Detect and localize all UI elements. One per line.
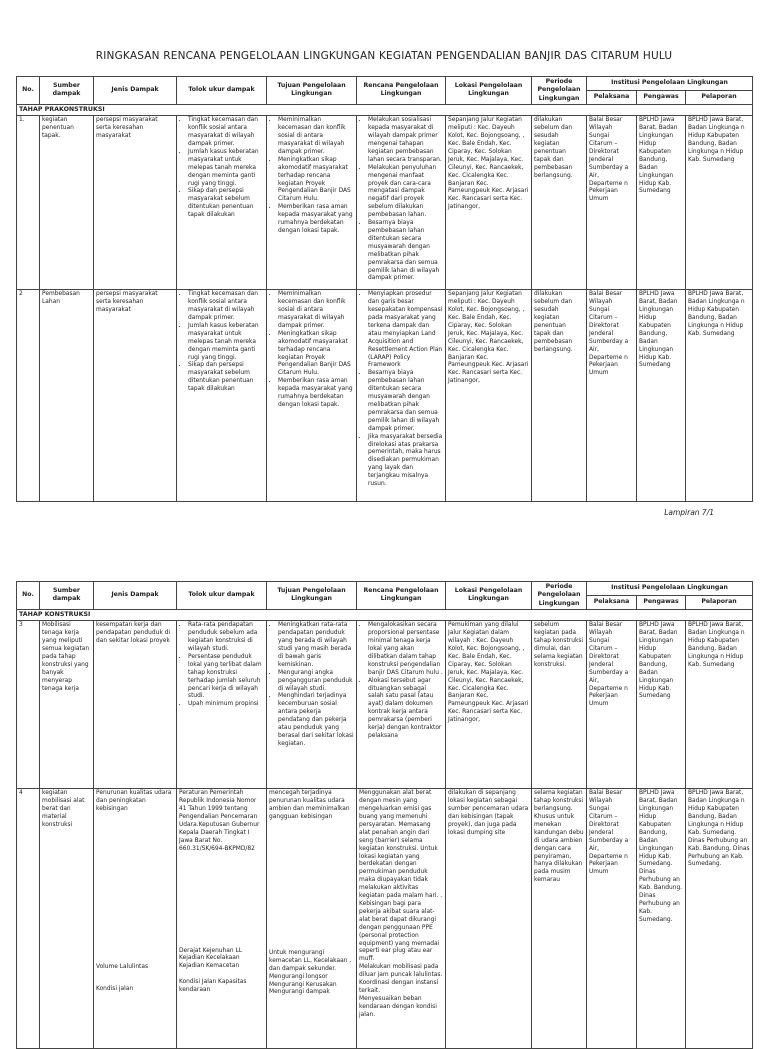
cell-pengawas: BPLHD Jawa Barat, Badan Lingkungan Hidup Kabupaten Bandung, Badan Lingkungan Hidup Kab. Sumedang [637, 116, 686, 290]
page-title: RINGKASAN RENCANA PENGELOLAAN LINGKUNGAN KEGIATAN PENGENDALIAN BANJIR DAS CITARUM HULU [95, 50, 673, 62]
bullet-item: • Besarnya biaya pembebasan lahan ditentukan secara musyawarah dengan melibatkan pihak pemrakarsa dan semua pemilik lahan di wilayah dampak primer. [368, 370, 443, 433]
cell-periode: dilakukan sebelum dan sesudah kegiatan penentuan tapak dan pembebasan berlangsung. [532, 116, 587, 290]
bullet-item: • Menyiapkan prosedur dan garis besar kesepakatan kompensasi pada masyarakat yang terkena dampak dan atau menyiapkan Land Acquisition and Resettlement Action Plan (LARAP) Policy Framework [368, 291, 443, 370]
cell-tolok [177, 290, 267, 502]
bullet-item: • Rata-rata pendapatan penduduk sebelum ada kegiatan konstruksi di wilayah studi. [188, 622, 264, 654]
header-pelaksana: Pelaksana [587, 595, 637, 609]
table-row [17, 621, 753, 789]
header-rencana: Rencana Pengelolaan Lingkungan [357, 582, 446, 610]
bullet-item: • Meningkatkan rata-rata pendapatan penduduk yang berada di wilayah studi yang masih berada di bawah garis kemiskinan. [278, 622, 354, 669]
header-lokasi: Lokasi Pengelolaan Lingkungan [446, 582, 532, 610]
tolok-lalulintas: Derajat Kejenuhan LL Kejadian Kecelakaan Kejadian Kemacetan [179, 947, 243, 970]
header-jenis-dampak: Jenis Dampak [94, 77, 177, 105]
bullet-item: • Memberikan rasa aman kepada masyarakat yang rumahnya berdekatan dengan lokasi tapak. [278, 204, 354, 236]
cell-no: 2 [17, 290, 40, 502]
cell-jenis: persepsi masyarakat serta keresahan masyarakat [94, 290, 177, 502]
cell-sumber: kegiatan penentuan tapak. [40, 116, 94, 290]
tolok-udara: Peraturan Pemerintah Republik Indonesia Nomor 41 Tahun 1999 tentang Pengendalian Pencemaran Udara.Keputusan Gubernur Kepala Daerah Tingkat I Jawa Barat No. 660.31/SK/694-BKPMD/82 [179, 790, 260, 852]
cell-pengawas: BPLHD Jawa Barat, Badan Lingkungan Hidup Kabupaten Bandung, Badan Lingkungan Hidup Kab. Sumedang [637, 290, 686, 502]
header-institusi: Institusi Pengelolaan Lingkungan [587, 582, 753, 596]
bullet-item: • Memberikan rasa aman kepada masyarakat yang rumahnya berdekatan dengan lokasi tapak. [278, 378, 354, 410]
header-periode: Periode Pengelolaan Lingkungan [532, 77, 587, 105]
cell-rencana [357, 116, 446, 290]
table-row [17, 290, 753, 502]
bullet-item: • Tingkat kecemasan dan konflik sosial antara masyarakat di wilayah dampak primer. [188, 291, 264, 323]
rencana-kondisi-jalan: Menyesuaikan beban kendaraan dengan kondisi jalan. [359, 995, 437, 1018]
bullet-item: • Upah minimum propinsi [188, 701, 264, 709]
bullet-item: • Sikap dan persepsi masyarakat sebelum ditentukan penentuan tapak dilakukan [188, 362, 264, 394]
rencana-udara: Menggunakan alat berat dengan mesin yang mengeluarkan emisi gas buang yang memenuhi persyaratan. Memasang alat penahan angin dari seng (barrier) selama kegiatan konstruksi. Untuk lokasi kegiatan yang berdekatan dengan permukiman penduduk maka diupayakan tidak melakukan aktivitas kegiatan pada malam hari. . Kebisingan bagi para pekerja akibat suara alat-alat berat dapat dikurangi dengan penggunaan PPE (personal protection equipment) yang memadai seperti ear plug atau ear muff. [359, 790, 443, 963]
cell-tujuan [267, 789, 357, 1049]
header-pelaporan: Pelaporan [686, 90, 753, 104]
cell-lokasi: Sepanjang Jalur Kegiatan meliputi : Kec. Dayeuh Kolot, Kec. Bojongsoang, , Kec. Bale Endah, Kec. Ciparay, Kec. Solokan Jeruk, Kec. Majalaya, Kec. Cileunyi, Kec. Rancaekek, Kec. Cicalengka Kec. Banjaran Kec. Pameungpeuk Kec. Arjasari Kec. Rancasari serta Kec. Jatinangor, [446, 290, 532, 502]
cell-rencana [357, 290, 446, 502]
table-row [17, 789, 753, 1049]
cell-periode: sebelum kegiatan pada tahap konstruksi dimulai, dan selama kegiatan konstruksi. [532, 621, 587, 789]
bullet-item: • Meminimalkan kecemasan dan konflik sosial di antara masyarakat di wilayah dampak primer. [278, 291, 354, 331]
cell-tolok [177, 789, 267, 1049]
bullet-item: • Melakukan penyuluhan mengenai manfaat proyek dan cara-cara mengatasi dampak negatif dari proyek sebelum dilakukan pembebasan lahan. [368, 165, 443, 220]
bullet-item: • Mengalokasikan secara proporsional persentase minimal tenaga kerja lokal yang akan dilibatkan dalam tahap konstruksi pengendalian banjir DAS Citarum hulu . [368, 622, 443, 677]
header-institusi: Institusi Pengelolaan Lingkungan [587, 77, 753, 91]
header-rencana: Rencana Pengelolaan Lingkungan [357, 77, 446, 105]
jenis-udara: Penurunan kualitas udara dan peningkatan kebisingan [96, 790, 172, 813]
header-no: No. [17, 77, 40, 105]
cell-lokasi: Sepanjang Jalur Kegiatan meliputi : Kec. Dayeuh Kolot, Kec. Bojongsoang, , Kec. Bale Endah, Kec. Ciparay, Kec. Solokan Jeruk, Kec. Majalaya, Kec. Cileunyi, Kec. Rancaekek, Kec. Cicalengka Kec. Banjaran Kec. Pameungpeuk Kec. Arjasari Kec. Rancasari serta Kec. Jatinangor, [446, 116, 532, 290]
cell-no: 3 [17, 621, 40, 789]
stage-label: TAHAP KONSTRUKSI [17, 609, 753, 620]
cell-pelaksana: Balai Besar Wilayah Sungai Citarum – Direktorat Jenderal Sumberday a Air, Departeme n Pekerjaan Umum [587, 290, 637, 502]
table-row [17, 116, 753, 290]
bullet-item: • Meningkatkan sikap akomodatif masyarakat terhadap rencana kegiatan Proyek Pengendalian Banjir DAS Citarum Hulu. [278, 331, 354, 378]
header-no: No. [17, 582, 40, 610]
cell-rencana [357, 789, 446, 1049]
bullet-item: • Jumlah kasus keberatan masyarakat untuk melepas tanah mereka dengan meminta ganti rugi yang tinggi. [188, 323, 264, 363]
cell-tujuan [267, 621, 357, 789]
cell-no: 1. [17, 116, 40, 290]
cell-jenis: persepsi masyarakat serta keresahan masyarakat [94, 116, 177, 290]
header-pelaporan: Pelaporan [686, 595, 753, 609]
cell-tolok [177, 116, 267, 290]
stage-label: TAHAP PRAKONSTRUKSI [17, 104, 753, 115]
cell-pelaksana: Balai Besar Wilayah Sungai Citarum – Direktorat Jenderal Sumberday a Air, Departeme n Pekerjaan Umum [587, 621, 637, 789]
header-periode: Periode Pengelolaan Lingkungan [532, 582, 587, 610]
cell-tolok [177, 621, 267, 789]
jenis-kondisi-jalan: Kondisi jalan [96, 985, 134, 992]
tujuan-lalulintas: Untuk mengurangi kemacetan LL, Kecelakaan , dan dampak sekunder. Mengurangi longsor Mengurangi Kerusakan Mengurangi dampak [269, 949, 352, 996]
cell-pengawas: BPLHD Jawa Barat, Badan Lingkungan Hidup Kabupaten Bandung, Badan Lingkungan Hidup Kab. Sumedang [637, 621, 686, 789]
cell-lokasi: dilakukan di sepanjang lokasi kegiatan sebagai sumber pencemaran udara dan kebisingan (tapak proyek), dan juga pada lokasi dumping site [446, 789, 532, 1049]
cell-pelaporan: BPLHD Jawa Barat, Badan Lingkunga n Hidup Kabupaten Bandung, Badan Lingkunga n Hidup Kab. Sumedang. Dinas Perhubung an Kab. Bandung, Dinas Perhubung an Kab. Sumedang. [686, 789, 753, 1049]
header-tolok-ukur: Tolok ukur dampak [177, 582, 267, 610]
bullet-item: • Melakukan sosialisasi kepada masyarakat di wilayah dampak primer mengenai tahapan kegiatan pembebasan lahan secara transparan. [368, 117, 443, 164]
rkl-table-konstruksi [16, 581, 753, 1049]
bullet-item: • Mengurangi angka pengangguran penduduk di wilayah studi. [278, 670, 354, 694]
cell-lokasi: Pemukiman yang dilalui Jalur Kegiatan dalam wilayah : Kec. Dayeuh Kolot, Kec. Bojongsoang, , Kec. Bale Endah, Kec. Ciparay, Kec. Solokan Jeruk, Kec. Majalaya, Kec. Cileunyi, Kec. Rancaekek, Kec. Cicalengka Kec. Banjaran Kec. Pameungpeuk Kec. Arjasari Kec. Rancasari serta Kec. Jatinangor, [446, 621, 532, 789]
rkl-table-prakonstruksi [16, 76, 753, 502]
cell-sumber: kegiatan mobilisasi alat berat dan material konstruksi [40, 789, 94, 1049]
cell-tujuan [267, 116, 357, 290]
bullet-item: • Menghindari terjadinya kecemburuan sosial antara pekerja pendatang dan pekerja atau penduduk yang berasal dari sekitar lokasi kegiatan. [278, 693, 354, 748]
cell-pelaporan: BPLHD Jawa Barat, Badan Lingkunga n Hidup Kabupaten Bandung, Badan Lingkunga n Hidup Kab. Sumedang [686, 621, 753, 789]
header-lokasi: Lokasi Pengelolaan Lingkungan [446, 77, 532, 105]
header-tujuan: Tujuan Pengelolaan Lingkungan [267, 77, 357, 105]
bullet-item: • Meningkatkan sikap akomodatif masyarakat terhadap rencana kegiatan Proyek Pengendalian Banjir DAS Citarum Hulu. [278, 157, 354, 204]
cell-sumber: Pembebasan Lahan [40, 290, 94, 502]
rencana-lalulintas: Melakukan mobilisasi pada diluar jam puncak lalulintas. Koordinasi dengan instansi terkait. [359, 964, 443, 994]
header-sumber-dampak: Sumber dampak [40, 582, 94, 610]
header-pengawas: Pengawas [637, 595, 686, 609]
cell-pengawas: BPLHD Jawa Barat, Badan Lingkungan Hidup Kabupaten Bandung, Badan Lingkungan Hidup Kab. Sumedang. Dinas Perhubung an Kab. Bandung. Dinas Perhubung an Kab. Sumedang. [637, 789, 686, 1049]
page-footer-lampiran: Lampiran 7/1 [664, 508, 714, 517]
cell-periode: dilakukan sebelum dan sesudah kegiatan penentuan tapak dan pembebasan berlangsung. [532, 290, 587, 502]
cell-tujuan [267, 290, 357, 502]
cell-pelaporan: BPLHD Jawa Barat, Badan Lingkunga n Hidup Kabupaten Bandung, Badan Lingkunga n Hidup Kab. Sumedang [686, 116, 753, 290]
bullet-item: • Persentase penduduk lokal yang terlibat dalam tahap konstruksi terhadap jumlah seluruh pencari kerja di wilayah studi. [188, 654, 264, 701]
cell-no: 4 [17, 789, 40, 1049]
header-pelaksana: Pelaksana [587, 90, 637, 104]
cell-jenis [94, 789, 177, 1049]
bullet-item: • Sikap dan persepsi masyarakat sebelum ditentukan penentuan tapak dilakukan [188, 188, 264, 220]
tolok-kondisi-jalan: Kondisi Jalan Kapasitas kendaraan [179, 979, 247, 994]
bullet-item: • Jumlah kasus keberatan masyarakat untuk melepas tanah mereka dengan meminta ganti rugi yang tinggi. [188, 149, 264, 189]
header-jenis-dampak: Jenis Dampak [94, 582, 177, 610]
cell-pelaksana: Balai Besar Wilayah Sungai Citarum – Direktorat Jenderal Sumberday a Air, Departeme n Pekerjaan Umum [587, 789, 637, 1049]
bullet-item: • Besarnya biaya pembebasan lahan ditentukan secara musyawarah dengan melibatkan pihak pemrakarsa dan semua pemilik lahan di wilayah dampak primer. [368, 220, 443, 283]
header-tujuan: Tujuan Pengelolaan Lingkungan [267, 582, 357, 610]
bullet-item: • Tingkat kecemasan dan konflik sosial antara masyarakat di wilayah dampak primer. [188, 117, 264, 149]
bullet-item: • Jika masyarakat bersedia direlokasi atas prakarsa pemerintah, maka harus disediakan permukiman yang layak dan terjangkau misalnya rusun. [368, 434, 443, 489]
cell-sumber: Mobilisasi tenaga kerja yang meliputi semua kegiatan pada tahap konstruksi yang banyak menyerap tenaga kerja [40, 621, 94, 789]
cell-periode: selama kegiatan tahap konstruksi berlangsung. Khusus untuk menekan kandungan debu di udara ambien dengan cara penyiraman, hanya dilakukan pada musim kemarau [532, 789, 587, 1049]
cell-pelaporan: BPLHD Jawa Barat, Badan Lingkunga n Hidup Kabupaten Bandung, Badan Lingkunga n Hidup Kab. Sumedang [686, 290, 753, 502]
jenis-lalulintas: Volume Lalulintas [96, 964, 149, 971]
bullet-item: • Alokasi tersebut agar dituangkan sebagai salah satu pasal (atau ayat) dalam dokumen kontrak kerja antara pemrakarsa (pemberi kerja) dengan kontraktor pelaksana [368, 678, 443, 741]
header-sumber-dampak: Sumber dampak [40, 77, 94, 105]
cell-rencana [357, 621, 446, 789]
cell-pelaksana: Balai Besar Wilayah Sungai Citarum – Direktorat Jenderal Sumberday a Air, Departeme n Pekerjaan Umum [587, 116, 637, 290]
header-tolok-ukur: Tolok ukur dampak [177, 77, 267, 105]
header-pengawas: Pengawas [637, 90, 686, 104]
cell-jenis: kesempatan kerja dan pendapatan penduduk di dan sekitar lokasi proyek [94, 621, 177, 789]
bullet-item: • Meminimalkan kecemasan dan konflik sosial di antara masyarakat di wilayah dampak primer. [278, 117, 354, 157]
tujuan-udara: mencegah terjadinya penurunan kualitas udara ambien dan meminimalkan gangguan kebisingan [269, 790, 350, 821]
